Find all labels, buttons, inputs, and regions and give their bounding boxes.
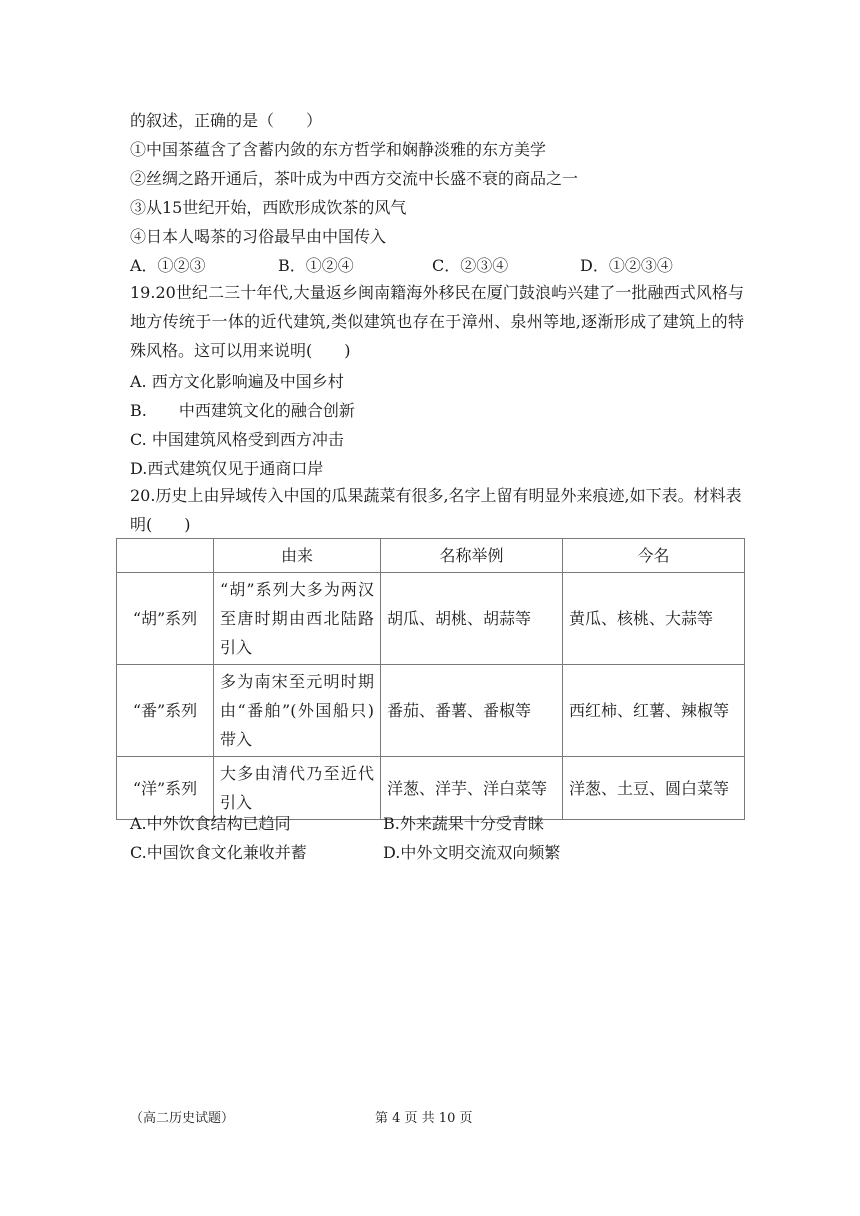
q19-option-a: A. 西方文化影响遍及中国乡村 xyxy=(130,372,344,391)
table-cell-examples: 胡瓜、胡桃、胡蒜等 xyxy=(381,573,563,665)
table-cell-modern-name: 黄瓜、核桃、大蒜等 xyxy=(563,573,745,665)
q18-option-a: A．①②③ xyxy=(130,256,206,275)
q19-stem: 19.20世纪二三十年代,大量返乡闽南籍海外移民在厦门鼓浪屿兴建了一批融西式风格与地方传统于一体的近代建筑,类似建筑也存在于漳州、泉州等地,逐渐形成了建筑上的特殊风格。这可以用来说明( ) xyxy=(130,283,744,360)
q20-option-b: B.外来蔬果十分受青睐 xyxy=(383,814,544,833)
q18-item-2: ②丝绸之路开通后，茶叶成为中西方交流中长盛不衰的商品之一 xyxy=(130,169,579,188)
table-header-cell: 今名 xyxy=(563,539,745,573)
table-cell-modern-name: 西红柿、红薯、辣椒等 xyxy=(563,665,745,757)
footer-exam-name: （高二历史试题） xyxy=(130,1111,235,1126)
table-cell-series: “洋”系列 xyxy=(117,757,214,820)
table-cell-series: “番”系列 xyxy=(117,665,214,757)
q20-option-a: A.中外饮食结构已趋同 xyxy=(130,814,291,833)
q20-option-d: D.中外文明交流双向频繁 xyxy=(383,843,561,862)
table-cell-origin: 大多由清代乃至近代引入 xyxy=(214,757,381,820)
table-row xyxy=(117,665,745,757)
q19-option-c: C. 中国建筑风格受到西方冲击 xyxy=(130,430,344,449)
table-header-cell xyxy=(117,539,214,573)
footer-page-number: 第 4 页 共 10 页 xyxy=(375,1111,473,1126)
table-cell-examples: 洋葱、洋芋、洋白菜等 xyxy=(381,757,563,820)
q18-stem-tail: 的叙述，正确的是（ ） xyxy=(130,111,323,130)
table-cell-series: “胡”系列 xyxy=(117,573,214,665)
q18-option-b: B．①②④ xyxy=(278,256,354,275)
q20-option-c: C.中国饮食文化兼收并蓄 xyxy=(130,843,307,862)
q19-option-d: D.西式建筑仅见于通商口岸 xyxy=(130,459,324,478)
q20-table xyxy=(116,538,745,820)
table-header-cell: 名称举例 xyxy=(381,539,563,573)
q18-item-1: ①中国茶蕴含了含蓄内敛的东方哲学和娴静淡雅的东方美学 xyxy=(130,140,547,159)
table-header-cell: 由来 xyxy=(214,539,381,573)
table-row xyxy=(117,573,745,665)
q18-option-c: C．②③④ xyxy=(432,256,509,275)
table-cell-origin: 多为南宋至元明时期由“番舶”(外国船只)带入 xyxy=(214,665,381,757)
q18-option-d: D．①②③④ xyxy=(580,256,673,275)
table-cell-examples: 番茄、番薯、番椒等 xyxy=(381,665,563,757)
q20-stem: 20.历史上由异域传入中国的瓜果蔬菜有很多,名字上留有明显外来痕迹,如下表。材料表明( ) xyxy=(130,486,742,534)
table-row xyxy=(117,757,745,820)
table-header-row xyxy=(117,539,745,573)
q18-item-3: ③从15世纪开始，西欧形成饮茶的风气 xyxy=(130,198,407,217)
table-cell-origin: “胡”系列大多为两汉至唐时期由西北陆路引入 xyxy=(214,573,381,665)
q19-option-b: B. 中西建筑文化的融合创新 xyxy=(130,401,355,420)
q18-item-4: ④日本人喝茶的习俗最早由中国传入 xyxy=(130,227,387,246)
table-cell-modern-name: 洋葱、土豆、圆白菜等 xyxy=(563,757,745,820)
